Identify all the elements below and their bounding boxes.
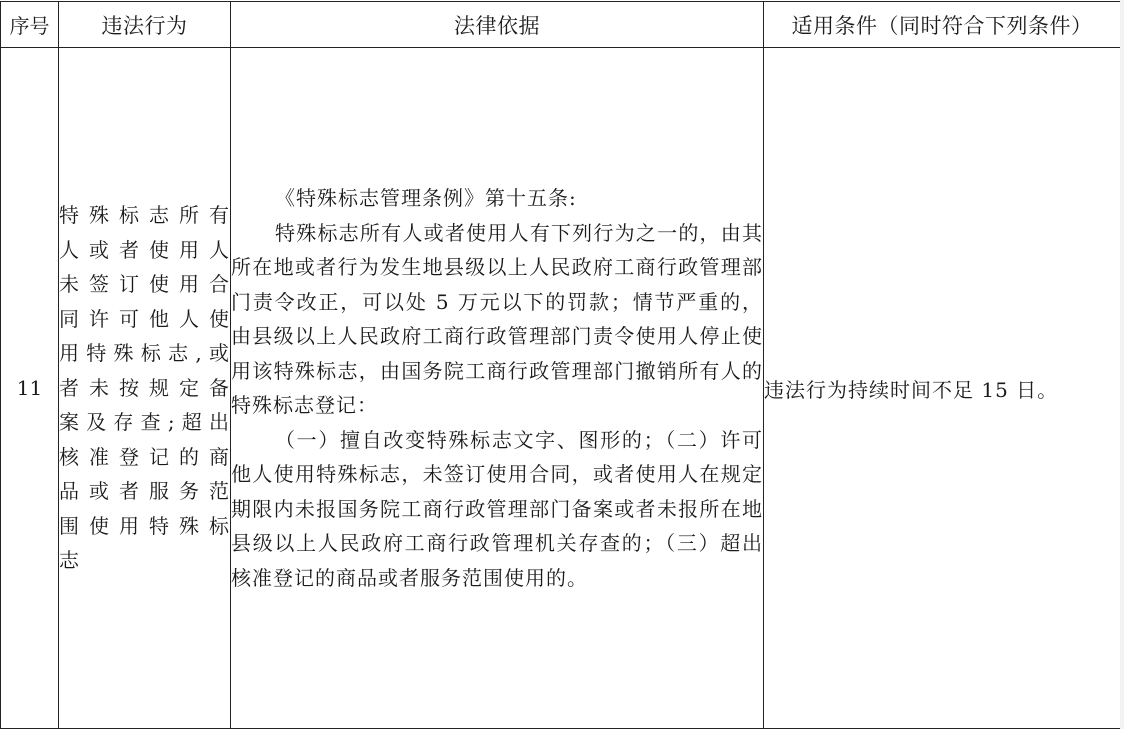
violation-line: 品或者服务范 (59, 479, 230, 504)
row-seq: 11 (1, 48, 59, 729)
basis-paragraph-2: （一）擅自改变特殊标志文字、图形的；（二）许可他人使用特殊标志，未签订使用合同，或者使用人在规定期限内未报国务院工商行政管理部门备案或者未报所在地县级以上人民政府工商行政管理机关存查的；（三）超出核准登记的商品或者服务范围使用的。 (231, 427, 763, 590)
header-violation: 违法行为 (59, 2, 231, 48)
violation-line: 志 (59, 548, 80, 573)
row-violation (59, 48, 231, 729)
basis-title: 《特殊标志管理条例》第十五条: (275, 186, 577, 210)
header-basis: 法律依据 (231, 2, 764, 48)
violation-line: 未签订使用合 (59, 272, 230, 297)
regulation-table (0, 1, 1121, 729)
table-row (1, 48, 1121, 729)
row-condition: 违法行为持续时间不足 15 日。 (764, 48, 1121, 729)
violation-line: 案及存查;超出 (59, 410, 230, 435)
violation-line: 围使用特殊标 (59, 513, 230, 538)
violation-line: 同许可他人使 (59, 306, 230, 331)
violation-line: 核准登记的商 (59, 444, 230, 469)
basis-paragraph-1: 特殊标志所有人或者使用人有下列行为之一的，由其所在地或者行为发生地县级以上人民政府工商行政管理部门责令改正，可以处 5 万元以下的罚款；情节严重的，由县级以上人民政府工商行政管理部门责令使用人停止使用该特殊标志，由国务院工商行政管理部门撤销所有人的特殊标志登记： (231, 220, 763, 417)
page-edge (1120, 0, 1124, 729)
header-seq: 序号 (1, 2, 59, 48)
violation-line: 特殊标志所有 (59, 203, 230, 228)
row-legal-basis (231, 48, 764, 729)
violation-line: 人或者使用人 (59, 237, 230, 262)
violation-line: 者未按规定备 (59, 375, 230, 400)
table-header-row (1, 2, 1121, 48)
header-condition: 适用条件（同时符合下列条件） (764, 2, 1121, 48)
violation-line: 用特殊标志,或 (59, 341, 230, 366)
